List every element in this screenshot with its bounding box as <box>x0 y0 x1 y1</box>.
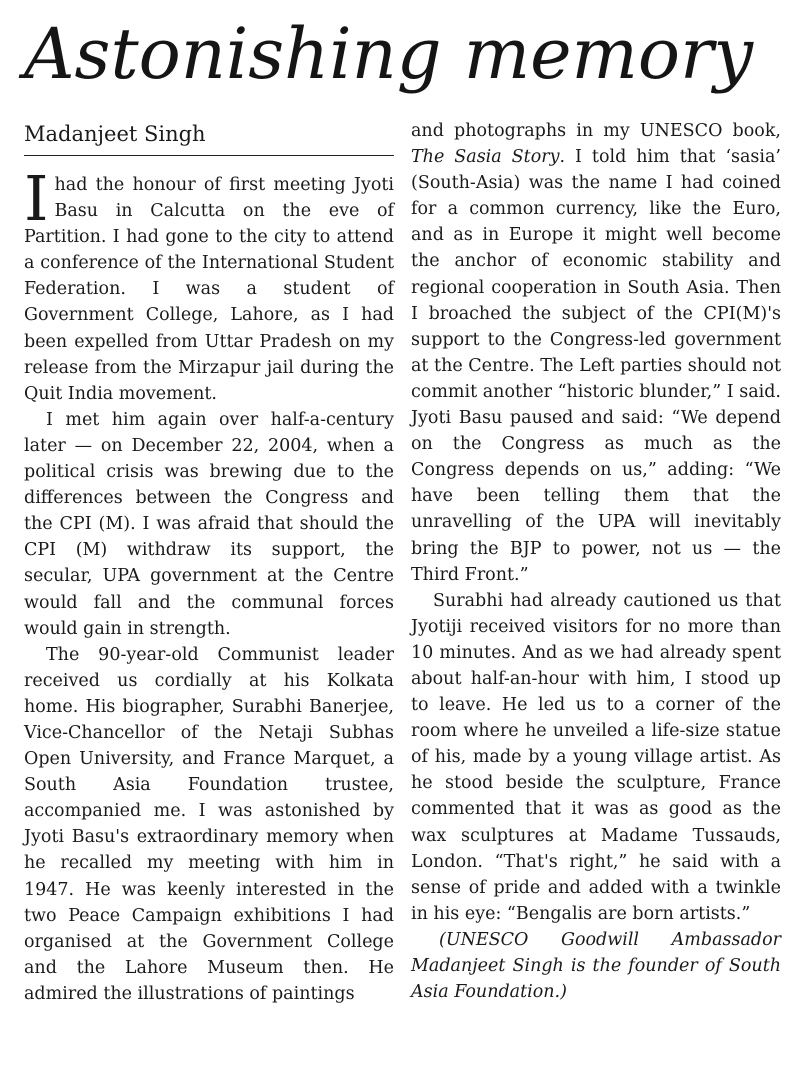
byline: Madanjeet Singh <box>24 122 206 146</box>
paragraph-3-continued-text: and photographs in my UNESCO book, <box>411 121 781 141</box>
paragraph-1 <box>24 162 394 407</box>
author-credit: (UNESCO Goodwill Ambassador Madanjeet Singh is the founder of South Asia Foundation.) <box>411 929 781 1003</box>
book-title: The Sasia Story <box>411 147 560 168</box>
headline: Astonishing memory <box>24 13 754 95</box>
paragraph-4: Surabhi had already cautioned us that Jyotiji received visitors for no more than 10 minutes. And as we had already spent about half-an-hour with him, I stood up to leave. He led us to a corner of the room where he unveiled a life-size statue of his, made by a young village artist. As he stood beside the sculpture, France commented that it was as good as the wax sculptures at Madame Tussauds, London. “That's right,” he said with a sense of pride and added with a twinkle in his eye: “Bengalis are born artists.” <box>411 590 781 924</box>
paragraph-3-continued-rest: . I told him that ‘sasia’ (South-Asia) was the name I had coined for a common currency, like the Euro, and as in Europe it might well become the anchor of economic stability and regional cooperation in South Asia. Then I broached the subject of the CPI(M)'s support to the Congress-led government at the Centre. The Left parties should not commit another “historic blunder,” I said. Jyoti Basu paused and said: “We depend on the Congress as much as the Congress depends on us,” adding: “We have been telling them that the unravelling of the UPA will inevitably bring the BJP to power, not us — the Third Front.” <box>411 147 781 585</box>
drop-cap: I <box>24 162 49 235</box>
paragraph-3-continued <box>411 118 781 588</box>
paragraph-1-text: had the honour of first meeting Jyoti Basu in Calcutta on the eve of Partition. I had gone to the city to attend a conference of the International Student Federation. I was a student of Government College, Lahore, as I had been expelled from Uttar Pradesh on my release from the Mirzapur jail during the Quit India movement. <box>24 175 394 404</box>
byline-divider <box>24 155 394 156</box>
article-column-right <box>411 118 781 1005</box>
paragraph-3: The 90-year-old Communist leader received us cordially at his Kolkata home. His biographer, Surabhi Banerjee, Vice-Chancellor of the Netaji Subhas Open University, and France Marquet, a South Asia Foundation trustee, accompanied me. I was astonished by Jyoti Basu's extraordinary memory when he recalled my meeting with him in 1947. He was keenly interested in the two Peace Campaign exhibitions I had organised at the Government College and the Lahore Museum then. He admired the illustrations of paintings <box>24 644 394 1004</box>
paragraph-2: I met him again over half-a-century later — on December 22, 2004, when a political crisis was brewing due to the differences between the Congress and the CPI (M). I was afraid that should the CPI (M) withdraw its support, the secular, UPA government at the Centre would fall and the communal forces would gain in strength. <box>24 409 394 639</box>
article-column-left <box>24 162 394 1007</box>
